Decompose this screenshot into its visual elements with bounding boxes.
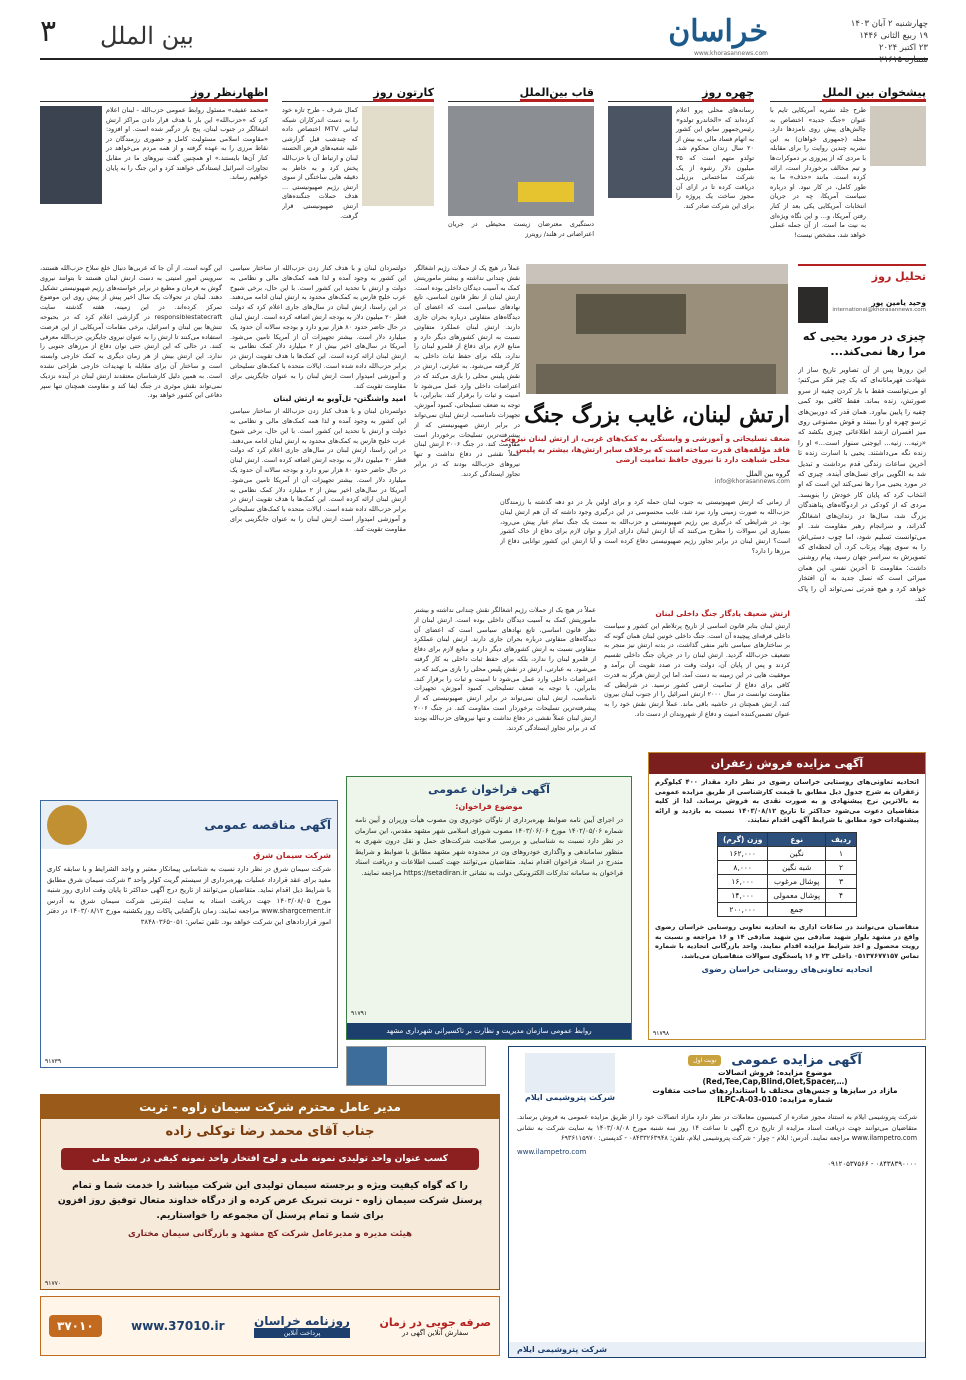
byline-email: info@khorasannews.com <box>714 477 790 485</box>
ad-title: آگهی مزایده عمومی <box>731 1053 862 1068</box>
main-col-1: ارتش ضعیف یادگار جنگ داخلی لبنان ارتش لبنان بنابر قانون اساسی از تاریخ پرتلاطم این کشور و سیاست داخلی فرقه‌ای پیچیده آن است. جنگ داخلی خونین لبنان همان گونه که بر ساختارهای سیاسی تاثیر منفی گذاشت، در بدنه ارتش نیز منجر به تضعیف حزب‌الله گردید. ارتش لبنان را در جریان جنگ داخلی تقسیم کردند و پس از پایان آن، دولت وقت در صدد تقویت آن برآمد و موفقیت هایی در این زمینه به دست آمد، اما این ارتش هرگز به قدرت کافی برای دفاع از تمامیت ارضی کشور نرسید. در شرایطی که مقاومت توانست در سال ۲۰۰۰ ارتش اسرائیل را از جنوب لبنان بیرون کند، ارتش همچنان در حاشیه باقی ماند. عملاً ارتش نقش خود را به عنوان تضمین‌کننده امنیت و دفاع از شهروندان از دست داد. <box>604 609 790 718</box>
site-link[interactable]: www.37010.ir <box>131 1319 225 1333</box>
strip-caption: دستگیری معترضان زیست محیطی در جریان اعتراضاتی در هلند/ رویترز <box>448 220 594 238</box>
date-block: چهارشنبه ۲ آبان ۱۴۰۳ ۱۹ ربیع الثانی ۱۴۴۶ ۲۳ اکتبر ۲۰۲۴ شماره ۲۱۶۱۵ <box>850 19 928 65</box>
author-avatar <box>798 287 828 323</box>
ad-footer: متقاضیان می‌توانند در ساعات اداری به اتحادیه تعاونی روستایی خراسان رضوی واقع در مشهد بلوار شهید صادقی بین شهید صادقی ۱۴ و ۱۶ مراجعه و نسبت به رویت محصول و اخذ شرایط مزایده اقدام نمایند. واحد بازرگانی اتحادیه با شماره تماس ۰۵۱۳۷۶۷۷۱۵۷ داخلی ۲۳ و ۱۶ پاسخگوی سوالات متقاضیان می‌باشد. <box>655 922 919 960</box>
ad-title: آگهی مزایده فروش زعفران <box>649 753 925 774</box>
main-col-4: این گونه است. از آن جا که غربی‌ها دنبال خلع سلاح حزب‌الله هستند، سرویس امور امنیتی به دست ارتش لبنان هستند تا بتوانند نیروی گوش به فرمان و مطیع در برابر خواسته‌های رژیم صهیونیستی تشکیل دهند. لبنان در تحولات یک سال اخیر پیش از پیش روی این موضوع تمرکز کرده‌اند. در این زمینه، هفته گذشته سایت responsiblestatecraft در گزارشی اعلام کرد که در بحبوحه تنش‌ها بین لبنان و اسرائیل، برخی مقامات آمریکایی از این فرصت استفاده می‌کنند تا ارتش را به عنوان نیروی جایگزین حزب‌الله معرفی کنند. در حالی که این ارتش حتی توان دفاع از مرزهای جنوبی را ندارد. این ارتش بیش از هر زمان دیگری به کمک خارجی وابسته است و ساختار آن برای مقابله با تهدیدات خارجی طراحی نشده است. به همین دلیل کارشناسان معتقدند ارتش لبنان در آینده نزدیک نمی‌تواند نقش موثری در جنگ ایفا کند و مقاومت همچنان تنها سپر دفاعی این کشور خواهد بود. <box>40 264 222 400</box>
cartoon-image <box>362 106 434 206</box>
ad-call: آگهی فراخوان عمومی موضوع فراخوان: در اجرای آیین نامه ضوابط بهره‌برداری از ناوگان خودروی ون مصوب هیأت وزیران و آیین نامه شماره ۱۴۰۲/۰۵/۰۶ مورخ ۱۴۰۳/۰۶/۰۶ مصوب شورای اسلامی شهر مشهد مقدس، این سازمان در نظر دارد نسبت به شناسایی و بررسی صلاحیت شرکت‌های حمل و نقل درون شهری به منظور ساماندهی و واگذاری خودروهای ون در محدوده شهر مشهد مطابق با ضوابط و شرایط مندرج در اسناد فراخوان اقدام نماید. متقاضیان می‌توانند جهت کسب اطلاعات و دریافت اسناد فراخوان به سامانه تدارکات الکترونیکی دولت به نشانی https://setadiran.ir مراجعه نمایند. روابط عمومی سازمان مدیریت و نظارت بر تاکسیرانی شهرداری مشهد ۹۱۷۹۱ <box>346 776 632 1040</box>
masthead-logo: خراسان <box>668 14 768 49</box>
ad-body: در اجرای آیین نامه ضوابط بهره‌برداری از ناوگان خودروی ون مصوب هیأت وزیران و آیین نامه شماره ۱۴۰۲/۰۵/۰۶ مورخ ۱۴۰۳/۰۶/۰۶ مصوب شورای اسلامی شهر مشهد مقدس، این سازمان در نظر دارد نسبت به شناسایی و بررسی صلاحیت شرکت‌های حمل و نقل درون شهری به منظور ساماندهی و واگذاری خودروهای ون در محدوده شهر مشهد مطابق با ضوابط و شرایط مندرج در اسناد فراخوان اقدام نماید. متقاضیان می‌توانند جهت کسب اطلاعات و دریافت اسناد فراخوان به سامانه تدارکات الکترونیکی دولت به نشانی https://setadiran.ir مراجعه نمایند. <box>355 816 623 877</box>
table-row: ۱ نگین ۱۶۲,۰۰۰ <box>717 846 856 860</box>
strip-statement <box>40 84 268 254</box>
company-name: شرکت سیمان شرق <box>253 851 331 860</box>
table-row: ۲ شبه نگین ۸,۰۰۰ <box>717 860 856 874</box>
ad-body: شرکت پتروشیمی ایلام به استناد مجوز صادره از کمیسیون معاملات در نظر دارد مازاد اتصالات خود را از طریق مزایده عمومی به فروش برساند. متقاضیان می‌توانند جهت دریافت اسناد مزایده از تاریخ درج آگهی تا ساعت ۱۴ روز سه شنبه مورخ ۱۴۰۳/۰۸/۰۸ به سایت شرکت به نشانی www.ilampetro.com مراجعه نمایند. آدرس: ایلام - چوار - شرکت پتروشیمی ایلام. تلفن: ۰۸۴۳۳۲۶۳۹۴۸ - کدپستی: ۶۹۳۶۱۱۵۹۷۰ <box>517 1113 918 1143</box>
section-title: بین الملل <box>100 22 194 50</box>
ad-title: مدیر عامل محترم شرکت سیمان زاوه - تربت <box>41 1095 499 1119</box>
author-name: وحید یامین پور <box>871 297 926 307</box>
page-header <box>40 14 928 65</box>
magazine-cover-image <box>870 106 926 166</box>
strip-text: طرح جلد نشریه آمریکایی تایم با عنوان «جنگ جدید» اختصاص به چالش‌های پیش روی نامزدها دارد. مجله (جمهوری خواهان) به این نشریه چندین روایت را برای مقابله با مردی که از پیروزی بر دموکرات‌ها و تیم مخالف برخوردار است، ارائه کرده است. مانند «حذف» ما به طور کامل، در کار نبود. او درباره سیاست آمریکا، چه در جریان انتخابات آمریکایی یکی بعد از کنار رفتن آمریکا، و… و این نگاه ویژه‌ای به نیت ما است. از آن جمله عملی خواهد شد، مشخص نیست! <box>770 106 866 239</box>
main-intro: از زمانی که ارتش صهیونیستی به جنوب لبنان حمله کرد و برای اولین بار در دو دهه گذشته با رزمندگان حزب‌الله به صورت زمینی وارد نبرد شد، غایب محسوسی در این درگیری وجود داشته که آن هم ارتش لبنان بود. در شرایطی که درگیری بین رژیم صهیونیستی و حزب‌الله به سمت یک جنگ تمام عیار پیش می‌رود، بسیاری این سوالات را مطرح می‌کنند که آیا ارتش لبنان دارای ابزار و توان لازم برای دفاع از خاک کشور است؟ ارتش لبنان در برابر تجاوز رژیم صهیونیستی دفاع کرده است و آیا ارتش این کشور توانایی دفاع از مرزها را دارد؟ <box>500 498 790 555</box>
ad-signature: اتحادیه تعاونی‌های روستایی خراسان رضوی <box>701 965 873 975</box>
ad-title: آگهی مناقصه عمومی <box>204 818 331 832</box>
ad-khorasan-online: صرفه جویی در زمان سفارش آنلاین آگهی در روزنامه خراسان پرداخت آنلاین www.37010.ir ۳۷۰۱۰ <box>40 1296 500 1356</box>
ad-congrats: مدیر عامل محترم شرکت سیمان زاوه - تربت جناب آقای محمد رضا توکلی زاده کسب عنوان واحد تولیدی نمونه ملی و لوح افتخار واحد نمونه کیفی در سطح ملی را که گواه کیفیت ویژه و برجسته سیمان تولیدی این شرکت میباشد را خدمت شما و تمام پرسنل شرکت سیمان زاوه - تربت تبریک عرض کرده و از درگاه خداوند متعال توفیق روز افزون برای شما و تمام پرسنل آن مجموعه را خواستاریم. هیئت مدیره و مدیرعامل شرکت کچ مشهد و بازرگانی سیمان مختاری ۹۱۷۷۰ <box>40 1094 500 1290</box>
strip-title: کارتون روز <box>373 86 434 102</box>
strip-text: رسانه‌های محلی پرو اعلام کرده‌اند که «الخاندرو تولدو» رئیس‌جمهور سابق این کشور به اتهام فساد مالی به بیش از ۲۰ سال زندان محکوم شد. تولدو متهم است که ۳۵ میلیون دلار رشوه از یک شرکت ساختمانی برزیلی دریافت کرده تا در ازای آن مجوز ساخت یک پروژه را برای این شرکت صادر کند. <box>676 106 754 210</box>
main-col-3: دولتمردان لبنان و با هدف کنار زدن حزب‌الله از ساختار سیاسی این کشور به وجود آمده و لذا همه کمک‌های مالی و نظامی به دولت و ارتش با تحدید این کشور است. با این حال، برخی شیوخ عرب خلیج فارس به کمک‌های محدود به ارتش لبنان ادامه می‌دهند. در این راستا، ارتش لبنان در سال‌های جاری اعلام کرد که دولت قطر ۲۰ میلیون دلار به بودجه ارتش اضافه کرده است. ارتش لبنان در حال حاضر حدود ۸۰ هزار نیرو دارد و بودجه سالانه آن حدود یک میلیارد دلار است. بیشتر تجهیزات آن از آمریکا تامین می‌شود. آمریکا در سال‌های اخیر بیش از ۲ میلیارد دلار کمک نظامی به ارتش لبنان ارائه کرده است. این کمک‌ها با هدف تقویت ارتش در برابر حزب‌الله داده شده است. ایالات متحده با کمک‌های تسلیحاتی و آموزشی امیدوار است ارتش لبنان را به عنوان جایگزینی برای مقاومت تقویت کند. امید واشنگتن- تل‌آویو به ارتش لبنان دولتمردان لبنان و با هدف کنار زدن حزب‌الله از ساختار سیاسی این کشور به وجود آمده و لذا همه کمک‌های مالی و نظامی به دولت و ارتش با تحدید این کشور است. با این حال، برخی شیوخ عرب خلیج فارس به کمک‌های محدود به ارتش لبنان ادامه می‌دهند. در این راستا، ارتش لبنان در سال‌های جاری اعلام کرد که دولت قطر ۲۰ میلیون دلار به بودجه ارتش اضافه کرده است. ارتش لبنان در حال حاضر حدود ۸۰ هزار نیرو دارد و بودجه سالانه آن حدود یک میلیارد دلار است. بیشتر تجهیزات آن از آمریکا تامین می‌شود. آمریکا در سال‌های اخیر بیش از ۲ میلیارد دلار کمک نظامی به ارتش لبنان ارائه کرده است. این کمک‌ها با هدف تقویت ارتش در برابر حزب‌الله داده شده است. ایالات متحده با کمک‌های تسلیحاتی و آموزشی امیدوار است ارتش لبنان را به عنوان جایگزینی برای مقاومت تقویت کند. <box>230 264 406 533</box>
ad-footer: روابط عمومی سازمان مدیریت و نظارت بر تاکسیرانی شهرداری مشهد <box>347 1023 631 1039</box>
ad-signature: شرکت پتروشیمی ایلام <box>509 1342 925 1357</box>
strip-title: اظهارنظر روز <box>191 86 268 102</box>
strip-text: کمال شرف - طرح تازه خود را به دست اندرکاران شبکه لبنانی MTV اختصاص داده که چندشب قبل گزارشی علیه شعبه‌های قرض الحسنه لبنان و ارتباط آن با حزب‌الله پخش کرد و به خاطر به دقیقه هایی ساختگی از سوی ارتش رژیم صهیونیستی ... هدف حملات جنگنده‌های ارتش صهیونیستی قرار گرفت. <box>282 106 359 220</box>
table-row: ۳ پوشال مرغوب ۱۶,۰۰۰ <box>717 874 856 888</box>
main-headline: ارتش لبنان، غایب بزرگ جنگ <box>524 402 790 428</box>
portrait-image <box>608 106 672 198</box>
main-headline-block <box>500 396 790 494</box>
ad-tender: آگهی مناقصه عمومی شرکت سیمان شرق شرکت سیمان شرق در نظر دارد نسبت به شناسایی پیمانکار معتبر و واجد الشرایط و با سابقه کاری مفید برای عقد قرارداد عملیات بهره‌برداری از سیستم گریت کولر واحد ۳ شرکت سیمان شرق مطابق با شرایط ذیل اقدام نماید. متقاضیان می‌توانند از تاریخ درج آگهی حداکثر تا پایان وقت اداری روز شنبه مورخ ۱۴۰۳/۰۸/۰۵ جهت دریافت اسناد به سایت اینترنتی شرکت سیمان شرق به آدرس www.shargcement.ir مراجعه نمایند. زمان بازگشایی پاکات روز یکشنبه مورخ ۱۴۰۳/۰۸/۱۲ در دفتر امور قراردادهای این شرکت خواهد بود. تلفن تماس: ۰۵۱-۳۸۴۸۰۳۶۵ ۹۱۷۳۹ <box>40 800 338 1068</box>
cement-logo <box>47 805 87 845</box>
ad-auction: آگهی مزایده عمومی نوبت اول موضوع مزایده: فروش اتصالات (Red,Tee,Cap,Blind,Olet,Spacer,…) مازاد در سایزها و جنس‌های مختلف با استانداردهای ساخت متفاوت شماره مزایده: ILPC-A-03-010 شرکت پتروشیمی ایلام شرکت پتروشیمی ایلام به استناد مجوز صادره از کمیسیون معاملات در نظر دارد مازاد اتصالات خود را از طریق مزایده عمومی به فروش برساند. متقاضیان می‌توانند جهت دریافت اسناد مزایده از تاریخ درج آگهی تا ساعت ۱۴ روز سه شنبه مورخ ۱۴۰۳/۰۸/۰۸ به سایت شرکت به نشانی www.ilampetro.com مراجعه نمایند. آدرس: ایلام - چوار - شرکت پتروشیمی ایلام. تلفن: ۰۸۴۳۳۲۶۳۹۴۸ - کدپستی: ۶۹۳۶۱۱۵۹۷۰ www.ilampetro.com ۰۸۴۳۸۳۹۰۰۰۰ - ۰۹۱۲۰۵۳۷۵۶۶ شرکت پتروشیمی ایلام <box>508 1046 926 1358</box>
opinion-headline: چیزی در مورد یحیی که مرا رها نمی‌کند... <box>802 330 926 358</box>
ad-saffron: آگهی مزایده فروش زعفران اتحادیه تعاونی‌های روستایی خراسان رضوی در نظر دارد مقدار ۴۰۰ کیلوگرم زعفران به شرح جدول ذیل مطابق با قیمت کارشناسی از طریق مزایده عمومی به بالاترین نرخ پیشنهادی و به صورت نقدی به فروش برساند. لذا از کلیه متقاضیان دعوت می‌شود حداکثر تا تاریخ ۱۴۰۳/۰۸/۱۲ نسبت به بازدید و ارائه پیشنهادات خود مطابق با شرایط آگهی اقدام نمایند. ردیف نوع وزن (گرم) ۱ نگین ۱۶۲,۰۰۰ ۲ شبه نگین ۸,۰۰۰ ۳ پوشال مرغوب ۱۶,۰۰۰ ۴ پوشال معمولی ۱۴,۰۰۰ جمع ۲۰۰,۰۰۰ متقاضیان می‌توانند در ساعات اداری به اتحادیه تعاونی روستایی خراسان رضوی واقع در مشهد بلوار شهید صادقی بین شهید صادقی ۱۴ و ۱۶ مراجعه و نسبت به رویت محصول و اخذ شرایط مزایده اقدام نمایند. واحد بازرگانی اتحادیه با شماره تماس ۰۵۱۳۷۶۷۷۱۵۷ داخلی ۲۳ و ۱۶ پاسخگوی سوالات متقاضیان می‌باشد. اتحادیه تعاونی‌های روستایی خراسان رضوی ۹۱۷۹۸ <box>648 752 926 1040</box>
badge: نوبت اول <box>688 1055 721 1066</box>
army-photo <box>526 264 788 394</box>
author-email: international@khorasannews.com <box>832 306 926 313</box>
opinion-label: تحلیل روز <box>871 270 926 283</box>
ad-title: آگهی فراخوان عمومی <box>428 783 550 796</box>
strip-cartoon <box>282 84 434 254</box>
strip-title: چهره روز <box>702 86 754 102</box>
opinion-body: این روزها پس از آن تصاویر تاریخ ساز از شهادت قهرمانانه‌ای که یک چیز فکر می‌کنم؛ او می‌توانست فقط با بار کردن چفیه از سرو صورتش، زنده بماند. فقط کافی بود کمی چفیه را پایین بیاورد. همان قدر که دوربین‌های ترسو چهره او را ببینند و قوش مصنوعی روی میز افسران ارشد اطلاعاتی چیزی بکشد که «زنیه... زنیه... ایوجنی سنوار است...» او را زنده نگه می‌داشتند. یحیی با اسارت زنده تا آخرین ساعات زندگی قدم برداشت و تبدیل شد به الگویی برای نسل‌های آینده. چیزی که در مورد یحیی مرا رها نمی‌کند این است که او انتخاب کرد که پایان کار خودش را بنویسد. مردی که از کودکی در اردوگاه‌های پناهندگان بزرگ شد، سال‌ها در زندان‌های اشغالگر گذراند، و سرانجام رهبر مقاومت شد. او می‌توانست تسلیم شود، اما چوب دستی‌اش را به سوی پهپاد پرتاب کرد. آن لحظه‌ای که تصویرش به سراسر جهان رسید، پیام روشنی داشت: مقاومت تا آخرین نفس. این همان میراثی است که نسل جدید به آن افتخار خواهد کرد و هیچ قدرتی نمی‌تواند آن را پاک کند. <box>798 366 926 603</box>
subhead: امید واشنگتن- تل‌آویو به ارتش لبنان <box>273 394 406 404</box>
strip-title: پیشخوان بین الملل <box>822 86 926 102</box>
table-row: ۴ پوشال معمولی ۱۴,۰۰۰ <box>717 888 856 902</box>
page-number: ۳ <box>40 14 57 49</box>
strip-text: «محمد عفیف» مسئول روابط عمومی حزب‌الله - لبنان اعلام کرد که «حزب‌الله» این بار با هدف قرار دادن مراکز ارتش اشغالگر در جنوب لبنان، پنج بار درگیر شده است. او افزود: «مقاومت اسلامی مسئولیت کامل و حضوری رزمندگان در نقاط مرزی را به عهده گرفته و از همه مردم می‌خواهد در کنار آن‌ها بایستند.» او همچنین گفت نیروهای ما در مقابل تجاوزات اسرائیل ایستادگی خواهند کرد و این جنگ را به پایان خواهیم رساند. <box>106 106 268 182</box>
protest-photo <box>448 106 594 216</box>
saffron-table: ردیف نوع وزن (گرم) ۱ نگین ۱۶۲,۰۰۰ ۲ شبه نگین ۸,۰۰۰ ۳ پوشال مرغوب ۱۶,۰۰۰ ۴ پوشال معمولی ۱۴,۰۰۰ جمع ۲۰۰,۰۰۰ <box>717 832 857 917</box>
strip-face <box>608 84 754 254</box>
strip-newsstand <box>770 84 926 254</box>
auction-site-link[interactable]: www.ilampetro.com <box>517 1147 587 1156</box>
main-col-2: عملاً در هیچ یک از حملات رژیم اشغالگر نقش چندانی نداشته و بیشتر ماموریتش کمک به آسیب دیدگان داخلی بوده است. ارتش لبنان از نظر قانون اساسی، تابع نهادهای سیاسی است که اعضای آن دیدگاه‌های متفاوتی درباره بحران جاری دارند. ارتش لبنان عملکرد متفاوتی نسبت به ارتش کشورهای دیگر دارد و منابع لازم برای دفاع از قلمرو لبنان را ندارد، بلکه برای حفظ ثبات داخلی به کار گرفته می‌شود. به عبارتی، ارتش در نقش پلیس محلی را بازی می‌کند که در اعتراضات داخلی وارد عمل می‌شود تا امنیت و ثبات را برقرار کند. بنابراین، با توجه به ضعف تسلیحاتی، کمبود آموزش، تجهیزات نامناسب، ارتش لبنان نمی‌تواند در برابر ارتش صهیونیستی که از پیشرفته‌ترین تسلیحات برخوردار است مقاومت کند. در جنگ ۲۰۰۶ ارتش لبنان عملاً نقشی در دفاع نداشت و تنها نیروهای حزب‌الله بودند که در برابر تجاوز ایستادگی کردند. <box>414 606 596 732</box>
subhead: ارتش ضعیف یادگار جنگ داخلی لبنان <box>655 609 790 618</box>
petrochem-logo <box>525 1053 615 1093</box>
ad-intro: اتحادیه تعاونی‌های روستایی خراسان رضوی در نظر دارد مقدار ۴۰۰ کیلوگرم زعفران به شرح جدول ذیل مطابق با قیمت کارشناسی از طریق مزایده عمومی به بالاترین نرخ پیشنهادی و به صورت نقدی به فروش برساند. لذا از کلیه متقاضیان دعوت می‌شود حداکثر تا تاریخ ۱۴۰۳/۰۸/۱۲ نسبت به بازدید و ارائه پیشنهادات خود مطابق با شرایط آگهی اقدام نمایند. <box>655 778 919 825</box>
speaker-photo <box>40 106 102 204</box>
masthead-site: www.khorasannews.com <box>693 50 768 57</box>
opinion-column <box>798 264 926 724</box>
byline: گروه بین الملل <box>746 469 790 478</box>
strip-title: قاب بین‌الملل <box>520 86 594 102</box>
strip-frame <box>448 84 594 254</box>
main-lead: ضعف تسلیحاتی و آموزشی و وابستگی به کمک‌های غربی، از ارتش لبنان نیرویی فاقد مؤلفه‌های قدرت ساخته است که برخلاف سایر ارتش‌ها، بیشتر به پلیس محلی شباهت دارد تا نیروی حافظ تمامیت ارضی <box>500 434 790 464</box>
ad-body: شرکت سیمان شرق در نظر دارد نسبت به شناسایی پیمانکار معتبر و واجد الشرایط و با سابقه کاری مفید برای عقد قرارداد عملیات بهره‌برداری از سیستم گریت کولر واحد ۳ شرکت سیمان شرق مطابق با شرایط ذیل اقدام نماید. متقاضیان می‌توانند از تاریخ درج آگهی حداکثر تا پایان وقت اداری روز شنبه مورخ ۱۴۰۳/۰۸/۰۵ جهت دریافت اسناد به سایت اینترنتی شرکت سیمان شرق به آدرس www.shargcement.ir مراجعه نمایند. زمان بازگشایی پاکات روز یکشنبه مورخ ۱۴۰۳/۰۸/۱۲ در دفتر امور قراردادهای این شرکت خواهد بود. تلفن تماس: ۰۵۱-۳۸۴۸۰۳۶۵ <box>47 865 331 926</box>
main-col-2-top: عملاً در هیچ یک از حملات رژیم اشغالگر نقش چندانی نداشته و بیشتر ماموریتش کمک به آسیب دیدگان داخلی بوده است. ارتش لبنان از نظر قانون اساسی، تابع نهادهای سیاسی است که اعضای آن دیدگاه‌های متفاوتی درباره بحران جاری دارند. ارتش لبنان عملکرد متفاوتی نسبت به ارتش کشورهای دیگر دارد و منابع لازم برای دفاع از قلمرو لبنان را ندارد، بلکه برای حفظ ثبات داخلی به کار گرفته می‌شود. به عبارتی، ارتش در نقش پلیس محلی را بازی می‌کند که در اعتراضات داخلی وارد عمل می‌شود تا امنیت و ثبات را برقرار کند. بنابراین، با توجه به ضعف تسلیحاتی، کمبود آموزش، تجهیزات نامناسب، ارتش لبنان نمی‌تواند در برابر ارتش صهیونیستی که از پیشرفته‌ترین تسلیحات برخوردار است مقاومت کند. در جنگ ۲۰۰۶ ارتش لبنان عملاً نقشی در دفاع نداشت و تنها نیروهای حزب‌الله بودند که در برابر تجاوز ایستادگی کردند. <box>414 264 520 478</box>
ad-promo-small <box>346 1046 486 1086</box>
table-row: جمع ۲۰۰,۰۰۰ <box>717 902 856 916</box>
